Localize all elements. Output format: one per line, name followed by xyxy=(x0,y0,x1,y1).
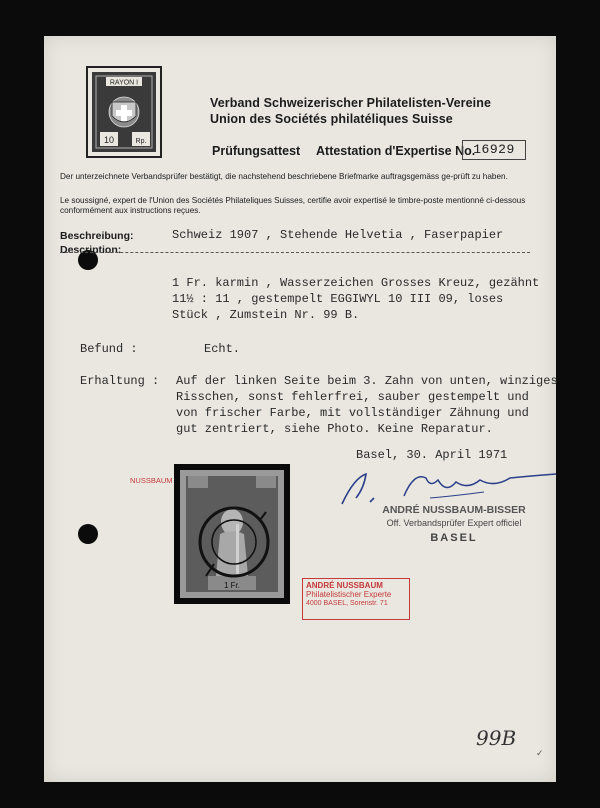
expert-city: BASEL xyxy=(430,532,478,544)
place-date: Basel, 30. April 1971 xyxy=(356,448,508,462)
title-de: Prüfungsattest xyxy=(212,144,301,158)
nussbaum-red-box-stamp xyxy=(302,578,410,620)
intro-text-de: Der unterzeichnete Verbandsprüfer bestätigt, die nachstehend beschriebene Briefmarke auftragsgemäss ge-prüft zu haben. xyxy=(60,172,508,181)
certificate-paper xyxy=(44,36,556,782)
description-line-1: Schweiz 1907 , Stehende Helvetia , Faserpapier xyxy=(172,228,504,242)
title-fr: Attestation d'Expertise No. xyxy=(316,144,476,158)
description-line-3: 11½ : 11 , gestempelt EGGIWYL 10 III 09, loses xyxy=(172,292,504,306)
stamp-photo xyxy=(174,464,290,604)
emblem-unit-text: Rp. xyxy=(135,138,147,145)
label-beschreibung: Beschreibung: xyxy=(60,230,134,242)
association-name-de: Verband Schweizerischer Philatelisten-Vereine xyxy=(210,96,492,110)
red-stamp-line-3: 4000 BASEL, Sorenstr. 71 xyxy=(306,600,388,607)
association-name-fr: Union des Sociétés philatéliques Suisse xyxy=(210,112,453,126)
emblem-rayon-text: RAYON I xyxy=(109,79,139,87)
handwritten-signature xyxy=(334,468,564,508)
description-line-2: 1 Fr. karmin , Wasserzeichen Grosses Kreuz, gezähnt xyxy=(172,276,540,290)
red-stamp-line-1: ANDRÉ NUSSBAUM xyxy=(306,581,383,590)
condition-line-4: gut zentriert, siehe Photo. Keine Reparatur. xyxy=(176,422,493,436)
condition-line-2: Risschen, sonst fehlerfrei, sauber gestempelt und xyxy=(176,390,529,404)
photo-denomination-text: 1 Fr. xyxy=(223,581,241,590)
rayon-stamp-emblem xyxy=(86,66,162,158)
pencil-tick-mark: ✓ xyxy=(536,748,544,758)
befund-value: Echt. xyxy=(204,342,241,356)
condition-line-1: Auf der linken Seite beim 3. Zahn von unten, winziges xyxy=(176,374,558,388)
condition-line-3: von frischer Farbe, mit vollständiger Zähnung und xyxy=(176,406,529,420)
emblem-value-text: 10 xyxy=(103,135,115,145)
expert-name: ANDRÉ NUSSBAUM-BISSER xyxy=(382,504,526,516)
intro-text-fr: Le soussigné, expert de l'Union des Sociétés Philateliques Suisses, certifie avoir expertisé le timbre-poste mentionné ci-dessous conformément aux instructions reçues. xyxy=(60,196,526,215)
certificate-number: 16929 xyxy=(462,140,526,160)
label-befund: Befund : xyxy=(80,342,138,356)
expert-role: Off. Verbandsprüfer Expert officiel xyxy=(386,518,522,528)
description-line-4: Stück , Zumstein Nr. 99 B. xyxy=(172,308,360,322)
label-erhaltung: Erhaltung : xyxy=(80,374,160,388)
label-description: Description: xyxy=(60,244,122,256)
red-stamp-line-2: Philatelistischer Experte xyxy=(306,590,392,599)
description-underline xyxy=(60,252,530,253)
handwritten-catalog-note: 99B xyxy=(476,726,517,750)
nussbaum-red-stamp-small: NUSSBAUM xyxy=(130,476,173,485)
punch-hole-bottom xyxy=(78,524,98,544)
